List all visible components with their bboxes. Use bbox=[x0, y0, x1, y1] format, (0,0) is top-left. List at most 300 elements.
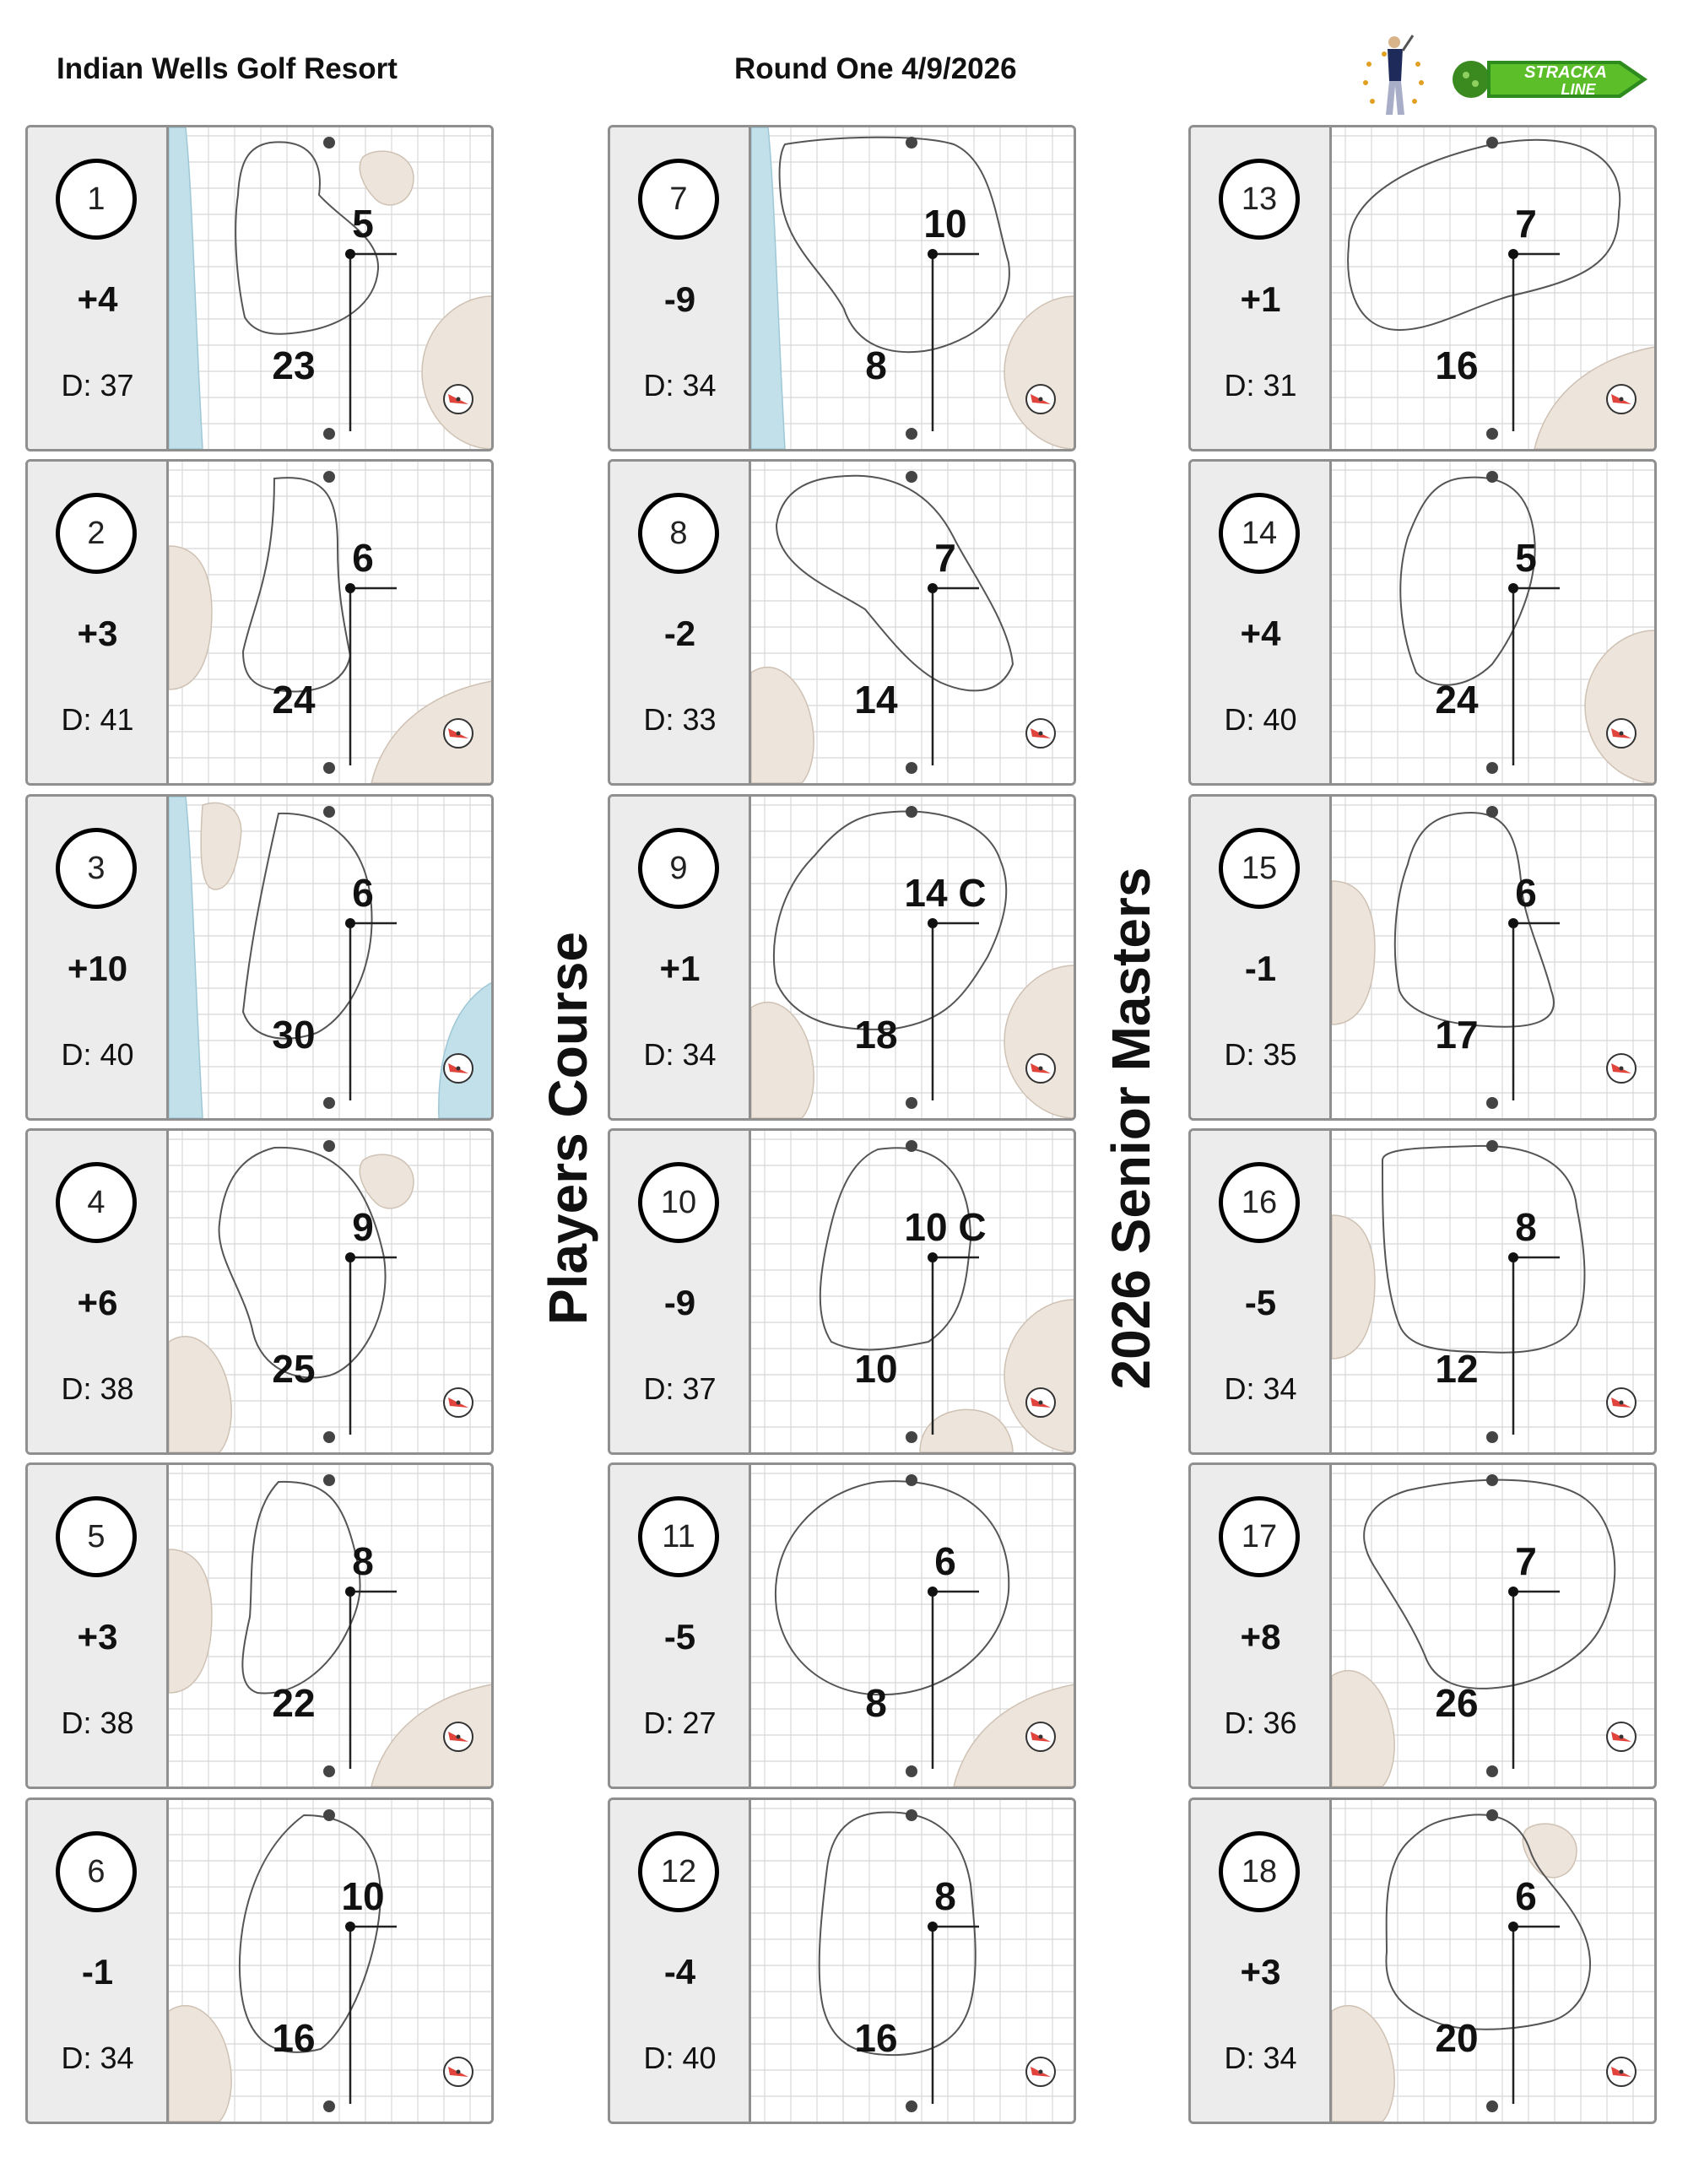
bunker bbox=[360, 151, 414, 205]
green-depth bbox=[610, 1706, 749, 1741]
hole-info-panel bbox=[1191, 1465, 1332, 1787]
depth-prefix: D: bbox=[61, 1706, 100, 1740]
front-marker bbox=[906, 1431, 917, 1443]
pin-marker bbox=[1508, 918, 1518, 928]
bunker bbox=[169, 546, 212, 689]
hole-info-panel bbox=[1191, 1800, 1332, 2122]
hole-card bbox=[608, 1797, 1076, 2124]
green-outline bbox=[242, 1482, 360, 1694]
pin-from-side: 6 bbox=[352, 536, 374, 580]
compass-icon bbox=[444, 719, 473, 748]
hole-number: 5 bbox=[56, 1496, 137, 1577]
pin-marker bbox=[928, 249, 938, 259]
green-outline bbox=[780, 138, 1009, 352]
depth-prefix: D: bbox=[1224, 1706, 1263, 1740]
compass-icon bbox=[1026, 1722, 1055, 1751]
pin-marker bbox=[1508, 249, 1518, 259]
pin-from-side: 10 bbox=[341, 1874, 385, 1918]
compass-icon bbox=[1607, 1388, 1636, 1417]
hole-number: 17 bbox=[1219, 1496, 1300, 1577]
hole-info-panel bbox=[610, 127, 751, 449]
hole-card bbox=[608, 1128, 1076, 1455]
hole-number: 14 bbox=[1219, 493, 1300, 574]
back-marker bbox=[1486, 806, 1498, 818]
bunker bbox=[1332, 1215, 1375, 1359]
hole-card bbox=[25, 1128, 494, 1455]
hole-card bbox=[1188, 1128, 1657, 1455]
back-marker bbox=[1486, 1474, 1498, 1486]
front-marker bbox=[906, 1097, 917, 1109]
green-depth bbox=[1191, 1037, 1330, 1073]
pin-from-side: 14 C bbox=[904, 871, 987, 915]
pin-position bbox=[1508, 583, 1560, 765]
front-marker bbox=[323, 1765, 335, 1777]
hole-card bbox=[1188, 125, 1657, 451]
hole-score: +3 bbox=[77, 1617, 118, 1657]
hole-info-panel bbox=[1191, 1131, 1332, 1452]
back-marker bbox=[906, 137, 917, 149]
hole-card bbox=[1188, 1797, 1657, 2124]
green-map bbox=[1332, 462, 1655, 783]
compass-icon bbox=[444, 385, 473, 414]
pin-from-side: 5 bbox=[1515, 536, 1537, 580]
hole-number: 12 bbox=[638, 1831, 719, 1912]
depth-prefix: D: bbox=[61, 702, 100, 737]
bunker bbox=[751, 1003, 814, 1118]
front-marker bbox=[906, 428, 917, 440]
hole-number: 8 bbox=[638, 493, 719, 574]
green-map bbox=[169, 1800, 492, 2122]
depth-prefix: D: bbox=[643, 1706, 683, 1740]
green-map bbox=[169, 127, 492, 449]
compass-icon bbox=[1026, 719, 1055, 748]
back-marker bbox=[1486, 137, 1498, 149]
hole-score: +3 bbox=[77, 614, 118, 653]
back-marker bbox=[1486, 471, 1498, 483]
front-marker bbox=[323, 762, 335, 774]
depth-value: 40 bbox=[682, 2041, 717, 2075]
green-outline bbox=[1400, 478, 1534, 685]
green-depth bbox=[28, 702, 167, 738]
pin-position bbox=[928, 1252, 979, 1435]
green-depth bbox=[28, 1371, 167, 1407]
compass-icon bbox=[1026, 1054, 1055, 1083]
hole-number: 2 bbox=[56, 493, 137, 574]
back-marker bbox=[906, 1474, 917, 1486]
hole-number: 18 bbox=[1219, 1831, 1300, 1912]
pin-position bbox=[928, 249, 979, 431]
green-map bbox=[1332, 1131, 1655, 1452]
green-outline bbox=[243, 478, 350, 691]
pin-marker bbox=[1508, 1587, 1518, 1597]
depth-value: 38 bbox=[100, 1706, 134, 1740]
depth-prefix: D: bbox=[1224, 702, 1263, 737]
green-depth bbox=[610, 368, 749, 403]
green-depth bbox=[1191, 702, 1330, 738]
depth-value: 33 bbox=[682, 702, 717, 737]
hole-score: +8 bbox=[1240, 1617, 1281, 1657]
pin-from-side: 10 bbox=[923, 202, 967, 246]
hole-info-panel bbox=[610, 462, 751, 783]
pin-from-side: 6 bbox=[1515, 871, 1537, 915]
hole-score: -5 bbox=[1244, 1283, 1277, 1322]
hole-info-panel bbox=[28, 462, 169, 783]
back-marker bbox=[323, 1474, 335, 1486]
bunker bbox=[751, 668, 814, 783]
depth-prefix: D: bbox=[1224, 2041, 1263, 2075]
pin-marker bbox=[928, 583, 938, 593]
green-outline bbox=[219, 1148, 386, 1378]
depth-value: 40 bbox=[1263, 702, 1297, 737]
green-outline bbox=[1395, 813, 1554, 1027]
green-depth bbox=[610, 702, 749, 738]
depth-value: 38 bbox=[100, 1371, 134, 1406]
green-depth bbox=[1191, 2041, 1330, 2076]
depth-prefix: D: bbox=[61, 1037, 100, 1072]
hole-info-panel bbox=[610, 1800, 751, 2122]
hole-card bbox=[25, 459, 494, 786]
bunker bbox=[1332, 881, 1375, 1024]
pin-marker bbox=[345, 249, 355, 259]
depth-prefix: D: bbox=[1224, 1371, 1263, 1406]
compass-icon bbox=[1026, 385, 1055, 414]
hole-info-panel bbox=[28, 797, 169, 1118]
pin-position bbox=[345, 1587, 397, 1769]
water-hazard bbox=[439, 982, 492, 1118]
water-hazard bbox=[169, 797, 203, 1118]
hole-score: -9 bbox=[663, 279, 696, 319]
front-marker bbox=[906, 2100, 917, 2112]
hole-number: 13 bbox=[1219, 159, 1300, 240]
venue-title: Indian Wells Golf Resort bbox=[57, 52, 398, 85]
pin-position bbox=[928, 1922, 979, 2104]
pin-from-front: 26 bbox=[1435, 1681, 1479, 1725]
back-marker bbox=[1486, 1809, 1498, 1821]
back-marker bbox=[906, 1140, 917, 1152]
hole-card bbox=[1188, 1462, 1657, 1789]
hole-score: -4 bbox=[663, 1952, 696, 1992]
pin-position bbox=[345, 1922, 397, 2104]
hole-card bbox=[608, 125, 1076, 451]
hole-card bbox=[1188, 794, 1657, 1121]
pin-from-front: 24 bbox=[272, 678, 316, 722]
green-map bbox=[169, 1131, 492, 1452]
hole-info-panel bbox=[610, 1465, 751, 1787]
pin-from-front: 23 bbox=[272, 343, 316, 387]
hole-score: +4 bbox=[1240, 614, 1281, 653]
back-marker bbox=[323, 806, 335, 818]
green-outline bbox=[774, 811, 1006, 1029]
hole-score: -5 bbox=[663, 1617, 696, 1657]
pin-from-front: 8 bbox=[865, 343, 887, 387]
green-outline bbox=[1364, 1480, 1615, 1689]
hole-score: +10 bbox=[67, 949, 128, 988]
pin-from-front: 16 bbox=[272, 2016, 316, 2060]
green-map bbox=[1332, 1465, 1655, 1787]
hole-score: +4 bbox=[77, 279, 118, 319]
bunker bbox=[169, 1549, 212, 1693]
pin-from-front: 14 bbox=[854, 678, 898, 722]
front-marker bbox=[1486, 1431, 1498, 1443]
hole-number: 15 bbox=[1219, 828, 1300, 909]
front-marker bbox=[323, 2100, 335, 2112]
green-depth bbox=[1191, 1371, 1330, 1407]
green-depth bbox=[28, 368, 167, 403]
back-marker bbox=[906, 471, 917, 483]
depth-prefix: D: bbox=[643, 702, 683, 737]
depth-value: 34 bbox=[100, 2041, 134, 2075]
pin-from-side: 7 bbox=[934, 536, 956, 580]
depth-value: 34 bbox=[1263, 1371, 1297, 1406]
course-title: Players Course bbox=[538, 931, 598, 1326]
compass-icon bbox=[444, 1388, 473, 1417]
green-map bbox=[751, 462, 1074, 783]
pin-marker bbox=[928, 1922, 938, 1932]
logo-area bbox=[1350, 30, 1654, 123]
green-map bbox=[169, 462, 492, 783]
hole-score: -9 bbox=[663, 1283, 696, 1322]
depth-value: 31 bbox=[1263, 368, 1297, 403]
front-marker bbox=[323, 428, 335, 440]
back-marker bbox=[1486, 1140, 1498, 1152]
hole-score: -1 bbox=[1244, 949, 1277, 988]
water-hazard bbox=[169, 127, 203, 449]
pin-from-side: 6 bbox=[1515, 1874, 1537, 1918]
hole-score: +3 bbox=[1240, 1952, 1281, 1992]
bunker bbox=[169, 1337, 231, 1452]
green-depth bbox=[610, 1371, 749, 1407]
back-marker bbox=[323, 1809, 335, 1821]
hole-info-panel bbox=[610, 797, 751, 1118]
pin-from-front: 17 bbox=[1435, 1013, 1479, 1057]
depth-value: 35 bbox=[1263, 1037, 1297, 1072]
green-map bbox=[1332, 797, 1655, 1118]
pin-marker bbox=[345, 1587, 355, 1597]
hole-info-panel bbox=[1191, 127, 1332, 449]
front-marker bbox=[323, 1097, 335, 1109]
bunker bbox=[169, 2006, 231, 2122]
front-marker bbox=[906, 762, 917, 774]
depth-value: 37 bbox=[682, 1371, 717, 1406]
pin-marker bbox=[345, 583, 355, 593]
pin-from-side: 8 bbox=[934, 1874, 956, 1918]
hole-score: +1 bbox=[1240, 279, 1281, 319]
hole-card bbox=[25, 1797, 494, 2124]
hole-number: 6 bbox=[56, 1831, 137, 1912]
green-map bbox=[1332, 1800, 1655, 2122]
depth-prefix: D: bbox=[1224, 1037, 1263, 1072]
front-marker bbox=[906, 1765, 917, 1777]
stracka-line-logo-icon bbox=[1453, 61, 1647, 98]
green-map bbox=[169, 797, 492, 1118]
pin-from-side: 6 bbox=[934, 1539, 956, 1583]
pin-position bbox=[1508, 1922, 1560, 2104]
front-marker bbox=[1486, 762, 1498, 774]
hole-number: 7 bbox=[638, 159, 719, 240]
green-depth bbox=[28, 2041, 167, 2076]
hole-score: +1 bbox=[659, 949, 701, 988]
event-title: 2026 Senior Masters bbox=[1101, 867, 1161, 1390]
pin-position bbox=[928, 1587, 979, 1769]
back-marker bbox=[323, 1140, 335, 1152]
compass-icon bbox=[1607, 719, 1636, 748]
pin-from-front: 22 bbox=[272, 1681, 316, 1725]
depth-prefix: D: bbox=[643, 1371, 683, 1406]
compass-icon bbox=[444, 1722, 473, 1751]
pin-position bbox=[1508, 1587, 1560, 1769]
pin-from-front: 16 bbox=[1435, 343, 1479, 387]
green-map bbox=[751, 797, 1074, 1118]
pin-from-side: 7 bbox=[1515, 1539, 1537, 1583]
depth-value: 40 bbox=[100, 1037, 134, 1072]
golfer-logo-icon bbox=[1363, 35, 1424, 115]
pin-marker bbox=[1508, 1252, 1518, 1262]
compass-icon bbox=[1026, 2057, 1055, 2086]
green-map bbox=[751, 1800, 1074, 2122]
pin-from-side: 8 bbox=[1515, 1205, 1537, 1249]
pin-position bbox=[345, 1252, 397, 1435]
hole-score: -1 bbox=[81, 1952, 114, 1992]
front-marker bbox=[1486, 428, 1498, 440]
compass-icon bbox=[1607, 385, 1636, 414]
hole-score: -2 bbox=[663, 614, 696, 653]
front-marker bbox=[1486, 1765, 1498, 1777]
pin-position bbox=[345, 249, 397, 431]
hole-card bbox=[25, 125, 494, 451]
pin-from-front: 30 bbox=[272, 1013, 316, 1057]
bunker bbox=[201, 803, 241, 889]
bunker bbox=[360, 1154, 414, 1208]
pin-marker bbox=[345, 1922, 355, 1932]
depth-prefix: D: bbox=[61, 368, 100, 403]
green-depth bbox=[28, 1037, 167, 1073]
svg-text:STRACKA: STRACKA bbox=[1524, 63, 1607, 82]
hole-info-panel bbox=[28, 1800, 169, 2122]
hole-number: 9 bbox=[638, 828, 719, 909]
depth-value: 27 bbox=[682, 1706, 717, 1740]
pin-from-front: 10 bbox=[854, 1347, 898, 1391]
hole-info-panel bbox=[28, 1131, 169, 1452]
green-depth bbox=[1191, 368, 1330, 403]
depth-prefix: D: bbox=[643, 1037, 683, 1072]
hole-card bbox=[1188, 459, 1657, 786]
pin-from-side: 7 bbox=[1515, 202, 1537, 246]
pin-marker bbox=[345, 918, 355, 928]
pin-from-side: 9 bbox=[352, 1205, 374, 1249]
pin-from-side: 6 bbox=[352, 871, 374, 915]
bunker bbox=[920, 1409, 1013, 1452]
back-marker bbox=[906, 806, 917, 818]
bunker bbox=[1332, 1671, 1394, 1787]
depth-value: 34 bbox=[1263, 2041, 1297, 2075]
back-marker bbox=[906, 1809, 917, 1821]
pin-marker bbox=[345, 1252, 355, 1262]
compass-icon bbox=[1607, 1054, 1636, 1083]
depth-value: 36 bbox=[1263, 1706, 1297, 1740]
pin-marker bbox=[1508, 1922, 1518, 1932]
round-title: Round One 4/9/2026 bbox=[734, 52, 1017, 85]
green-depth bbox=[1191, 1706, 1330, 1741]
compass-icon bbox=[1026, 1388, 1055, 1417]
pin-position bbox=[1508, 249, 1560, 431]
compass-icon bbox=[1607, 2057, 1636, 2086]
compass-icon bbox=[444, 2057, 473, 2086]
front-marker bbox=[1486, 1097, 1498, 1109]
pin-from-front: 20 bbox=[1435, 2016, 1479, 2060]
hole-card bbox=[608, 794, 1076, 1121]
green-depth bbox=[610, 2041, 749, 2076]
pin-marker bbox=[928, 1587, 938, 1597]
pin-marker bbox=[928, 918, 938, 928]
hole-card bbox=[25, 794, 494, 1121]
hole-number: 4 bbox=[56, 1162, 137, 1243]
svg-text:LINE: LINE bbox=[1561, 81, 1596, 98]
pin-from-front: 8 bbox=[865, 1681, 887, 1725]
hole-card bbox=[608, 1462, 1076, 1789]
back-marker bbox=[323, 137, 335, 149]
hole-info-panel bbox=[28, 127, 169, 449]
depth-prefix: D: bbox=[61, 1371, 100, 1406]
depth-prefix: D: bbox=[643, 368, 683, 403]
pin-from-side: 5 bbox=[352, 202, 374, 246]
depth-prefix: D: bbox=[1224, 368, 1263, 403]
compass-icon bbox=[1607, 1722, 1636, 1751]
pin-from-side: 8 bbox=[352, 1539, 374, 1583]
front-marker bbox=[1486, 2100, 1498, 2112]
pin-marker bbox=[928, 1252, 938, 1262]
compass-icon bbox=[444, 1054, 473, 1083]
hole-number: 16 bbox=[1219, 1162, 1300, 1243]
pin-from-front: 18 bbox=[854, 1013, 898, 1057]
hole-number: 3 bbox=[56, 828, 137, 909]
green-map bbox=[751, 1131, 1074, 1452]
hole-card bbox=[608, 459, 1076, 786]
hole-info-panel bbox=[1191, 462, 1332, 783]
pin-position bbox=[345, 918, 397, 1100]
pin-position bbox=[928, 918, 979, 1100]
green-map bbox=[169, 1465, 492, 1787]
green-map bbox=[751, 127, 1074, 449]
green-depth bbox=[610, 1037, 749, 1073]
pin-position bbox=[345, 583, 397, 765]
depth-value: 37 bbox=[100, 368, 134, 403]
depth-value: 41 bbox=[100, 702, 134, 737]
hole-info-panel bbox=[28, 1465, 169, 1787]
green-depth bbox=[28, 1706, 167, 1741]
hole-info-panel bbox=[610, 1131, 751, 1452]
hole-score: +6 bbox=[77, 1283, 118, 1322]
pin-from-front: 25 bbox=[272, 1347, 316, 1391]
green-map bbox=[751, 1465, 1074, 1787]
pin-position bbox=[928, 583, 979, 765]
hole-number: 11 bbox=[638, 1496, 719, 1577]
bunker bbox=[1332, 2006, 1394, 2122]
pin-position bbox=[1508, 1252, 1560, 1435]
pin-from-front: 24 bbox=[1435, 678, 1479, 722]
pin-from-front: 16 bbox=[854, 2016, 898, 2060]
back-marker bbox=[323, 471, 335, 483]
depth-value: 34 bbox=[682, 1037, 717, 1072]
depth-prefix: D: bbox=[61, 2041, 100, 2075]
hole-number: 1 bbox=[56, 159, 137, 240]
pin-from-front: 12 bbox=[1435, 1347, 1479, 1391]
pin-from-side: 10 C bbox=[904, 1205, 987, 1249]
green-outline bbox=[1348, 140, 1620, 330]
depth-prefix: D: bbox=[643, 2041, 683, 2075]
pin-marker bbox=[1508, 583, 1518, 593]
green-map bbox=[1332, 127, 1655, 449]
depth-value: 34 bbox=[682, 368, 717, 403]
